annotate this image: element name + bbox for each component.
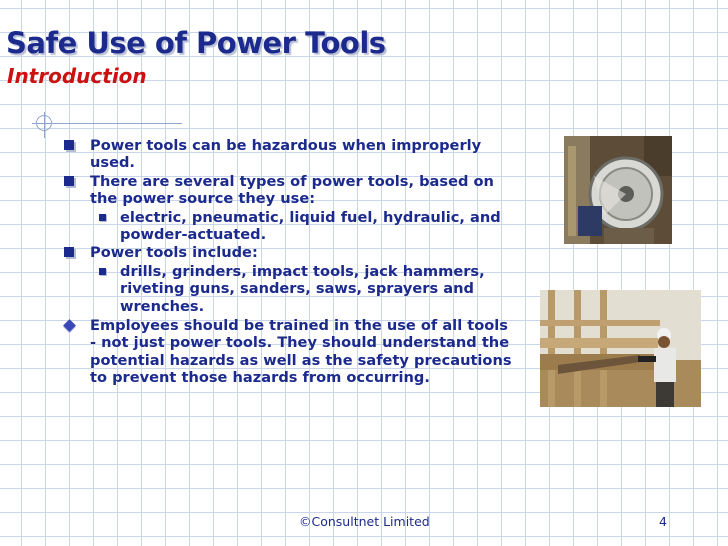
slide-title: Safe Use of Power Tools xyxy=(6,26,386,60)
bullet-item xyxy=(62,137,517,172)
footer-copyright: ©Consultnet Limited xyxy=(299,514,430,529)
crosshair-circle xyxy=(36,115,52,131)
square-bullet-icon xyxy=(64,176,74,186)
bullet-text: There are several types of power tools, based on the power source they use: xyxy=(90,172,494,208)
bullet-item xyxy=(62,173,517,208)
slide-subtitle: Introduction xyxy=(7,64,147,88)
construction-worker-photo xyxy=(540,290,701,407)
square-bullet-icon xyxy=(64,247,74,257)
circular-saw-icon xyxy=(564,136,672,244)
bullet-text: Power tools include: xyxy=(90,244,258,262)
bullet-text: Employees should be trained in the use of all tools - not just power tools. They should understand the potential hazards as well as the safety precautions to prevent those hazards from occurring. xyxy=(90,317,512,387)
bullet-item xyxy=(62,244,517,261)
diamond-bullet-icon xyxy=(63,319,76,332)
sub-bullet-item xyxy=(62,209,517,244)
construction-worker-icon xyxy=(540,290,701,407)
small-square-bullet-icon xyxy=(99,268,106,275)
sub-bullet-item xyxy=(62,263,517,315)
bullet-text: Power tools can be hazardous when improperly used. xyxy=(90,137,482,172)
small-square-bullet-icon xyxy=(99,214,106,221)
crosshair-line-horizontal xyxy=(32,123,182,124)
sub-bullet-text: electric, pneumatic, liquid fuel, hydraulic, and powder-actuated. xyxy=(120,208,501,244)
slide-number: 4 xyxy=(659,514,667,529)
bullet-item xyxy=(62,317,517,387)
square-bullet-icon xyxy=(64,140,74,150)
sub-bullet-text: drills, grinders, impact tools, jack hammers, riveting guns, sanders, saws, sprayers and wrenches. xyxy=(120,262,485,315)
bullet-list xyxy=(62,137,517,388)
circular-saw-photo xyxy=(564,136,672,244)
